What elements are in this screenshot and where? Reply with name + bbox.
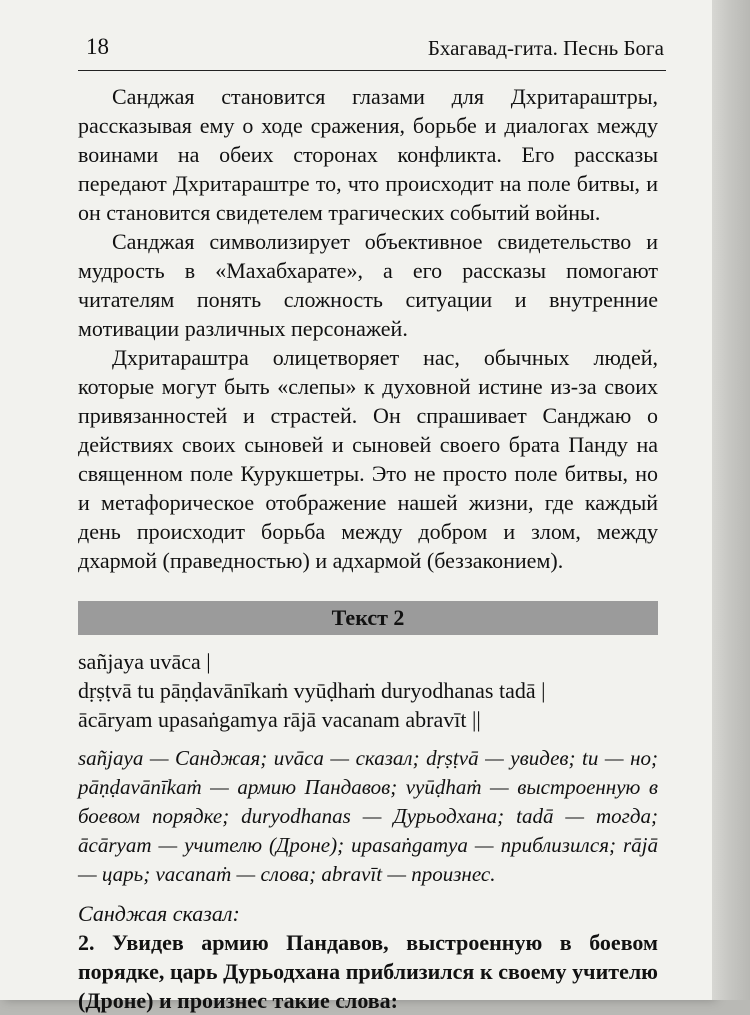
paragraph: Санджая становится глазами для Дхритараштры, рассказывая ему о ходе сражения, борьбе и диалогах между воинами на обеих сторонах конфликта. Его рассказы передают Дхритараштре то, что происходит на поле битвы, и он становится свидетелем трагических событий войны. [78,84,658,225]
paragraph: Дхритараштра олицетворяет нас, обычных людей, которые могут быть «слепы» к духовной истине из-за своих привязанностей и страстей. Он спрашивает Санджаю о действиях своих сыновей и сыновей своего брата Панду на священном поле Курукшетры. Это не просто поле битвы, но и метафорическое отображение нашей жизни, где каждый день происходит борьба между добром и злом, между дхармой (праведностью) и адхармой (беззаконием). [78,345,658,573]
word-by-word-translation: sañjaya — Санджая; uvāca — сказал; dṛṣṭvā — увидев; tu — но; pāṇḍavānīkaṁ — армию Пандавов; vyūḍhaṁ — выстроенную в боевом порядке; duryodhanas — Дурьодхана; tadā — тогда; ācāryam — учителю (Дроне); upasaṅgamya — приблизился; rājā — царь; vacanaṁ — слова; abravīt — произнес. [78,746,658,886]
section-heading: Текст 2 [78,601,658,635]
page-content [78,82,658,1015]
sanskrit-verse [78,647,658,734]
paragraph: Санджая символизирует объективное свидетельство и мудрость в «Махабхарате», а его рассказы помогают читателям понять сложность ситуации и внутренние мотивации различных персонажей. [78,229,658,341]
page-header [78,32,666,71]
verse-line: dṛṣṭvā tu pāṇḍavānīkaṁ vyūḍhaṁ duryodhanas tadā | [78,678,546,703]
verse-translation: 2. Увидев армию Пандавов, выстроенную в боевом порядке, царь Дурьодхана приблизился к своему учителю (Дроне) и произнес такие слова: [78,930,658,1013]
adjacent-page-edge [712,0,750,1000]
verse-line: ācāryam upasaṅgamya rājā vacanam abravīt || [78,707,481,732]
page-number: 18 [86,34,109,59]
running-title: Бхагавад-гита. Песнь Бога [427,36,664,60]
verse-line: sañjaya uvāca | [78,649,211,674]
speaker-line: Санджая сказал: [78,901,240,926]
